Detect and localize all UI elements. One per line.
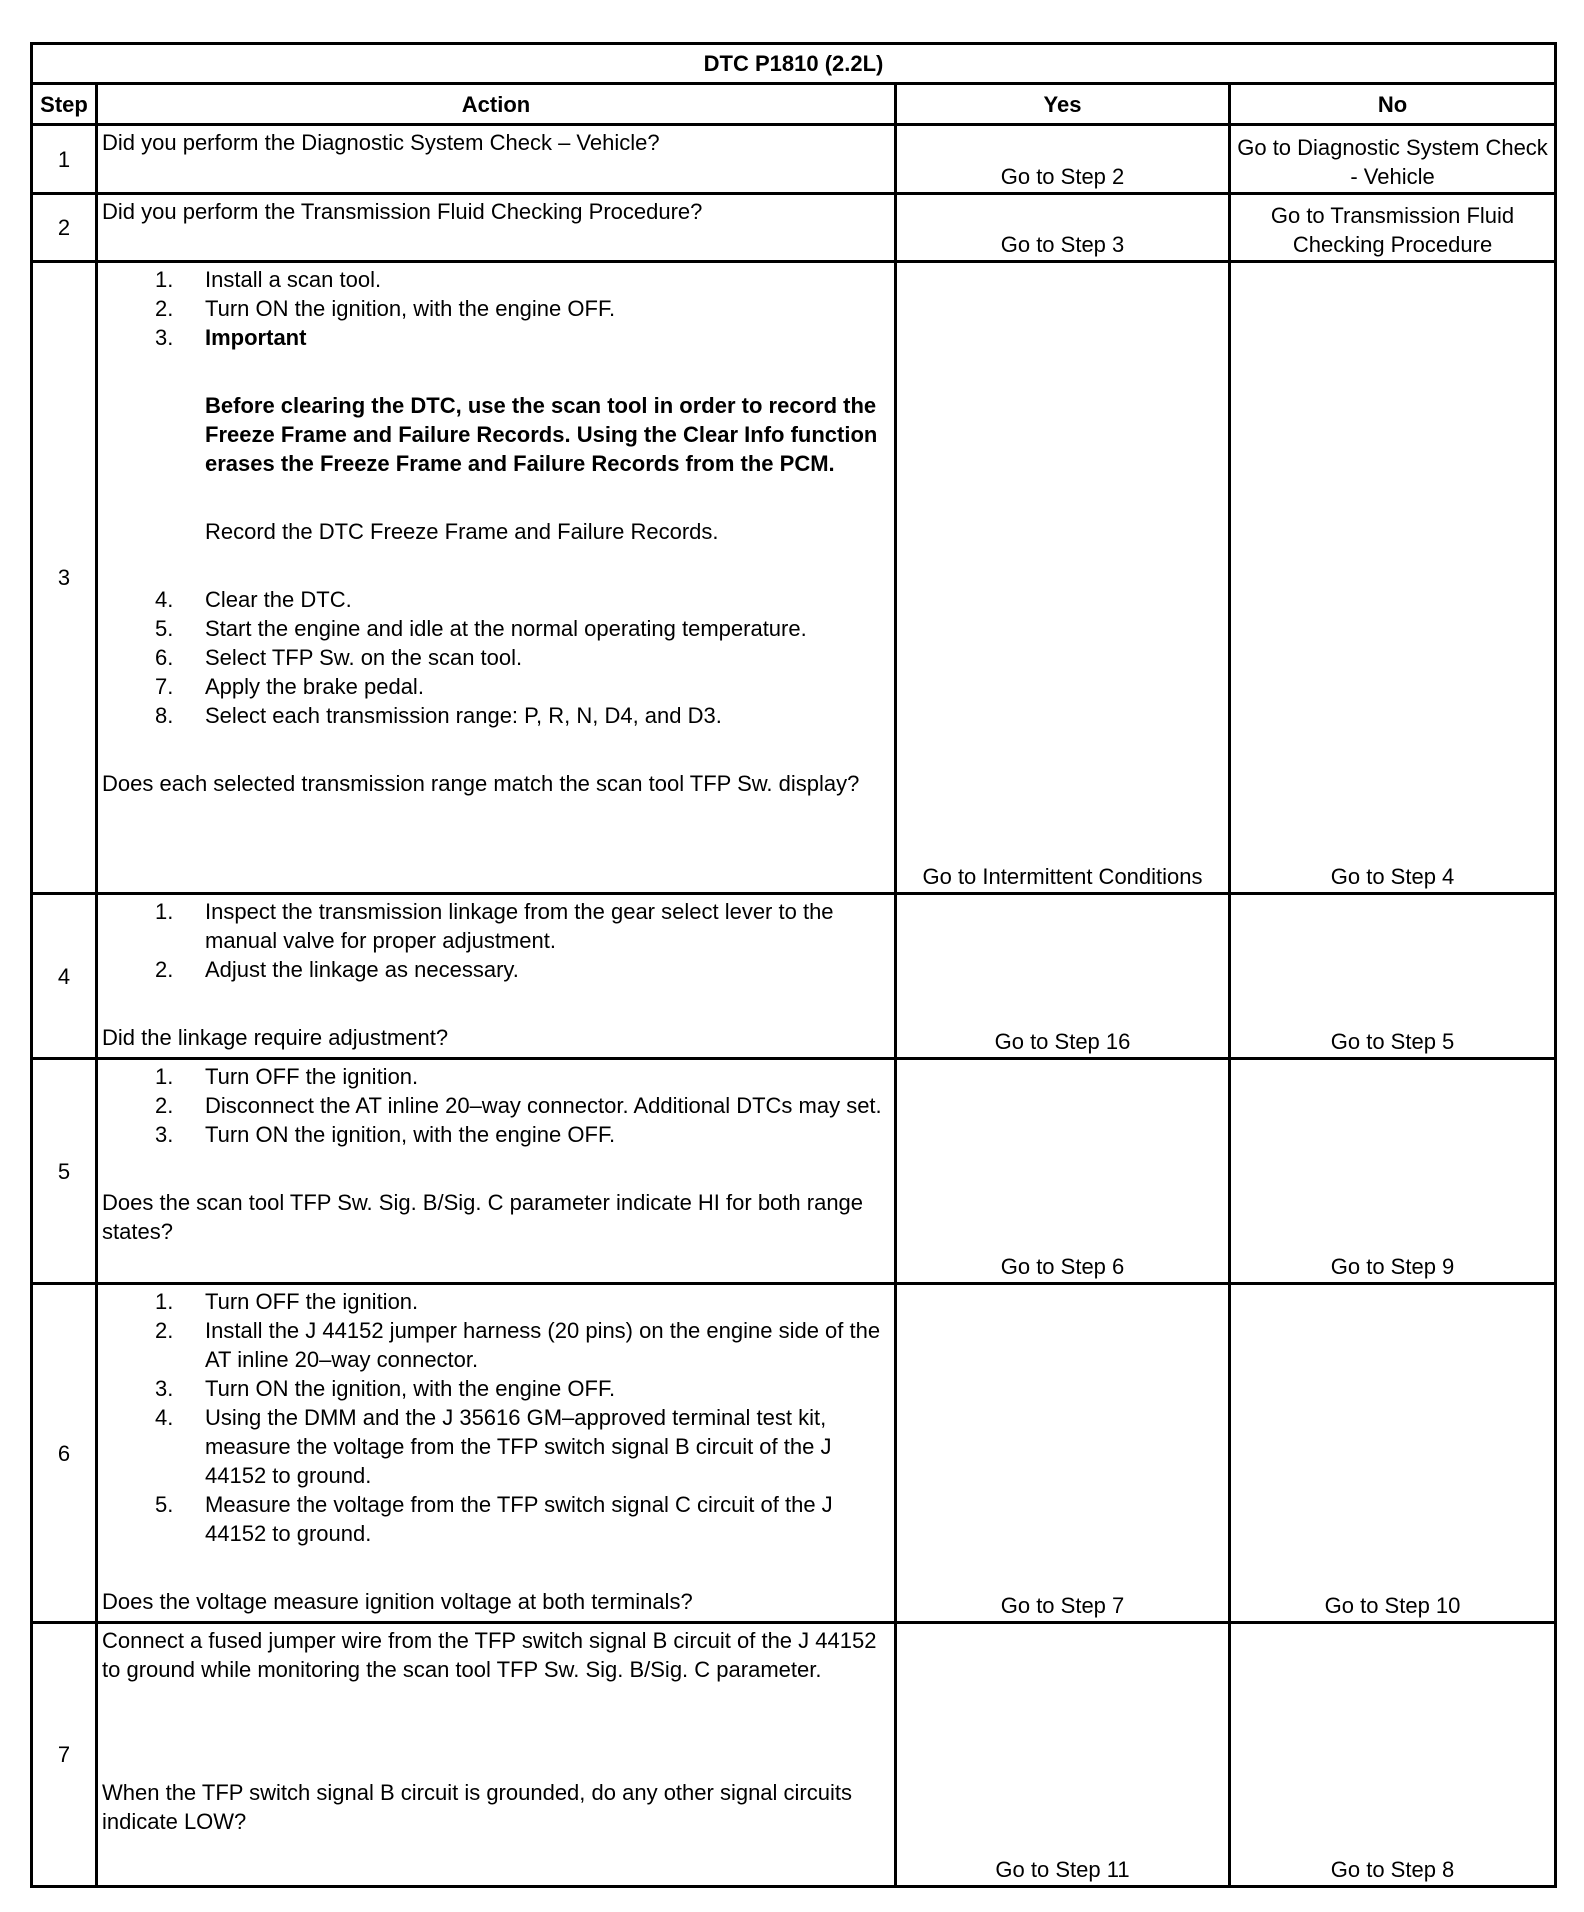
question-text: When the TFP switch signal B circuit is grounded, do any other signal circuits indicate LOW? bbox=[102, 1780, 852, 1834]
yes-result: Go to Step 3 bbox=[896, 194, 1230, 262]
item-text: Install the J 44152 jumper harness (20 pins) on the engine side of the AT inline 20–way connector. bbox=[205, 1318, 881, 1372]
no-result: Go to Step 8 bbox=[1230, 1623, 1556, 1887]
yes-result: Go to Step 16 bbox=[896, 894, 1230, 1059]
item-text: Start the engine and idle at the normal operating temperature. bbox=[205, 616, 807, 641]
item-number: 8. bbox=[155, 703, 174, 728]
item-number: 3. bbox=[155, 1376, 174, 1401]
table-row bbox=[32, 1623, 1556, 1887]
item-number: 4. bbox=[155, 587, 174, 612]
item-text: Adjust the linkage as necessary. bbox=[205, 957, 519, 982]
action-cell bbox=[97, 194, 896, 262]
yes-result: Go to Intermittent Conditions bbox=[896, 262, 1230, 894]
step-number: 6 bbox=[32, 1284, 97, 1623]
item-text: Select TFP Sw. on the scan tool. bbox=[205, 645, 523, 670]
step-number: 5 bbox=[32, 1059, 97, 1284]
step-number: 4 bbox=[32, 894, 97, 1059]
item-text: Inspect the transmission linkage from the gear select lever to the manual valve for proper adjustment. bbox=[205, 899, 834, 953]
action-step-item bbox=[102, 1490, 890, 1548]
table-row bbox=[32, 262, 1556, 894]
action-paragraph: Record the DTC Freeze Frame and Failure Records. bbox=[205, 519, 719, 544]
action-step-item bbox=[102, 585, 890, 614]
step-number: 2 bbox=[32, 194, 97, 262]
item-number: 2. bbox=[155, 957, 174, 982]
question-text: Does the voltage measure ignition voltage at both terminals? bbox=[102, 1589, 693, 1614]
no-result: Go to Transmission Fluid Checking Procedure bbox=[1230, 194, 1556, 262]
item-number: 2. bbox=[155, 1093, 174, 1118]
action-cell bbox=[97, 262, 896, 894]
no-result: Go to Step 10 bbox=[1230, 1284, 1556, 1623]
item-number: 2. bbox=[155, 296, 174, 321]
item-text: Turn ON the ignition, with the engine OFF. bbox=[205, 296, 616, 321]
step-number: 7 bbox=[32, 1623, 97, 1887]
header-step: Step bbox=[32, 84, 97, 125]
item-text: Turn ON the ignition, with the engine OFF. bbox=[205, 1122, 616, 1147]
action-cell bbox=[97, 1059, 896, 1284]
table-row bbox=[32, 1059, 1556, 1284]
diagnostic-table bbox=[30, 42, 1557, 1888]
action-cell bbox=[97, 1284, 896, 1623]
action-step-item bbox=[102, 1120, 890, 1149]
header-action: Action bbox=[97, 84, 896, 125]
item-text: Important bbox=[205, 325, 307, 350]
question-text: Did you perform the Diagnostic System Check – Vehicle? bbox=[102, 130, 660, 155]
action-step-item bbox=[102, 701, 890, 730]
item-number: 1. bbox=[155, 1064, 174, 1089]
item-text: Select each transmission range: P, R, N, D4, and D3. bbox=[205, 703, 722, 728]
table-title: DTC P1810 (2.2L) bbox=[32, 44, 1556, 84]
table-row bbox=[32, 125, 1556, 194]
yes-result: Go to Step 7 bbox=[896, 1284, 1230, 1623]
item-number: 1. bbox=[155, 1289, 174, 1314]
action-cell bbox=[97, 894, 896, 1059]
item-number: 6. bbox=[155, 645, 174, 670]
action-step-item bbox=[102, 614, 890, 643]
item-number: 7. bbox=[155, 674, 174, 699]
action-step-item bbox=[102, 294, 890, 323]
item-number: 2. bbox=[155, 1318, 174, 1343]
action-step-item bbox=[102, 672, 890, 701]
action-step-item bbox=[102, 897, 890, 955]
table-row bbox=[32, 1284, 1556, 1623]
action-step-item bbox=[102, 1374, 890, 1403]
item-text: Turn OFF the ignition. bbox=[205, 1289, 419, 1314]
header-yes: Yes bbox=[896, 84, 1230, 125]
item-text: Using the DMM and the J 35616 GM–approved terminal test kit, measure the voltage from the TFP switch signal B circuit of the J 44152 to ground. bbox=[205, 1405, 832, 1488]
item-number: 5. bbox=[155, 616, 174, 641]
item-number: 5. bbox=[155, 1492, 174, 1517]
item-number: 4. bbox=[155, 1405, 174, 1430]
question-text: Does each selected transmission range match the scan tool TFP Sw. display? bbox=[102, 771, 860, 796]
question-text: Did you perform the Transmission Fluid Checking Procedure? bbox=[102, 199, 703, 224]
action-step-item bbox=[102, 1403, 890, 1490]
no-result: Go to Diagnostic System Check - Vehicle bbox=[1230, 125, 1556, 194]
header-no: No bbox=[1230, 84, 1556, 125]
action-step-item bbox=[102, 1091, 890, 1120]
action-step-item bbox=[102, 265, 890, 294]
action-step-item bbox=[102, 1287, 890, 1316]
action-step-item bbox=[102, 955, 890, 984]
item-text: Turn ON the ignition, with the engine OFF. bbox=[205, 1376, 616, 1401]
action-step-item bbox=[102, 1316, 890, 1374]
question-text: Connect a fused jumper wire from the TFP switch signal B circuit of the J 44152 to ground while monitoring the scan tool TFP Sw. Sig. B/Sig. C parameter. bbox=[102, 1628, 877, 1682]
table-row bbox=[32, 894, 1556, 1059]
yes-result: Go to Step 11 bbox=[896, 1623, 1230, 1887]
table-row bbox=[32, 194, 1556, 262]
no-result: Go to Step 5 bbox=[1230, 894, 1556, 1059]
yes-result: Go to Step 6 bbox=[896, 1059, 1230, 1284]
no-result: Go to Step 9 bbox=[1230, 1059, 1556, 1284]
item-number: 3. bbox=[155, 325, 174, 350]
item-text: Measure the voltage from the TFP switch signal C circuit of the J 44152 to ground. bbox=[205, 1492, 833, 1546]
item-text: Clear the DTC. bbox=[205, 587, 352, 612]
action-cell bbox=[97, 125, 896, 194]
item-text: Turn OFF the ignition. bbox=[205, 1064, 419, 1089]
question-text: Did the linkage require adjustment? bbox=[102, 1025, 449, 1050]
item-number: 3. bbox=[155, 1122, 174, 1147]
important-note: Before clearing the DTC, use the scan tool in order to record the Freeze Frame and Failure Records. Using the Clear Info function erases the Freeze Frame and Failure Records from the PCM. bbox=[205, 393, 878, 476]
item-text: Apply the brake pedal. bbox=[205, 674, 424, 699]
yes-result: Go to Step 2 bbox=[896, 125, 1230, 194]
step-number: 1 bbox=[32, 125, 97, 194]
action-step-item bbox=[102, 323, 890, 352]
action-cell bbox=[97, 1623, 896, 1887]
item-number: 1. bbox=[155, 267, 174, 292]
item-text: Install a scan tool. bbox=[205, 267, 382, 292]
no-result: Go to Step 4 bbox=[1230, 262, 1556, 894]
item-text: Disconnect the AT inline 20–way connector. Additional DTCs may set. bbox=[205, 1093, 882, 1118]
action-step-item bbox=[102, 1062, 890, 1091]
question-text: Does the scan tool TFP Sw. Sig. B/Sig. C parameter indicate HI for both range states? bbox=[102, 1190, 864, 1244]
item-number: 1. bbox=[155, 899, 174, 924]
action-step-item bbox=[102, 643, 890, 672]
step-number: 3 bbox=[32, 262, 97, 894]
